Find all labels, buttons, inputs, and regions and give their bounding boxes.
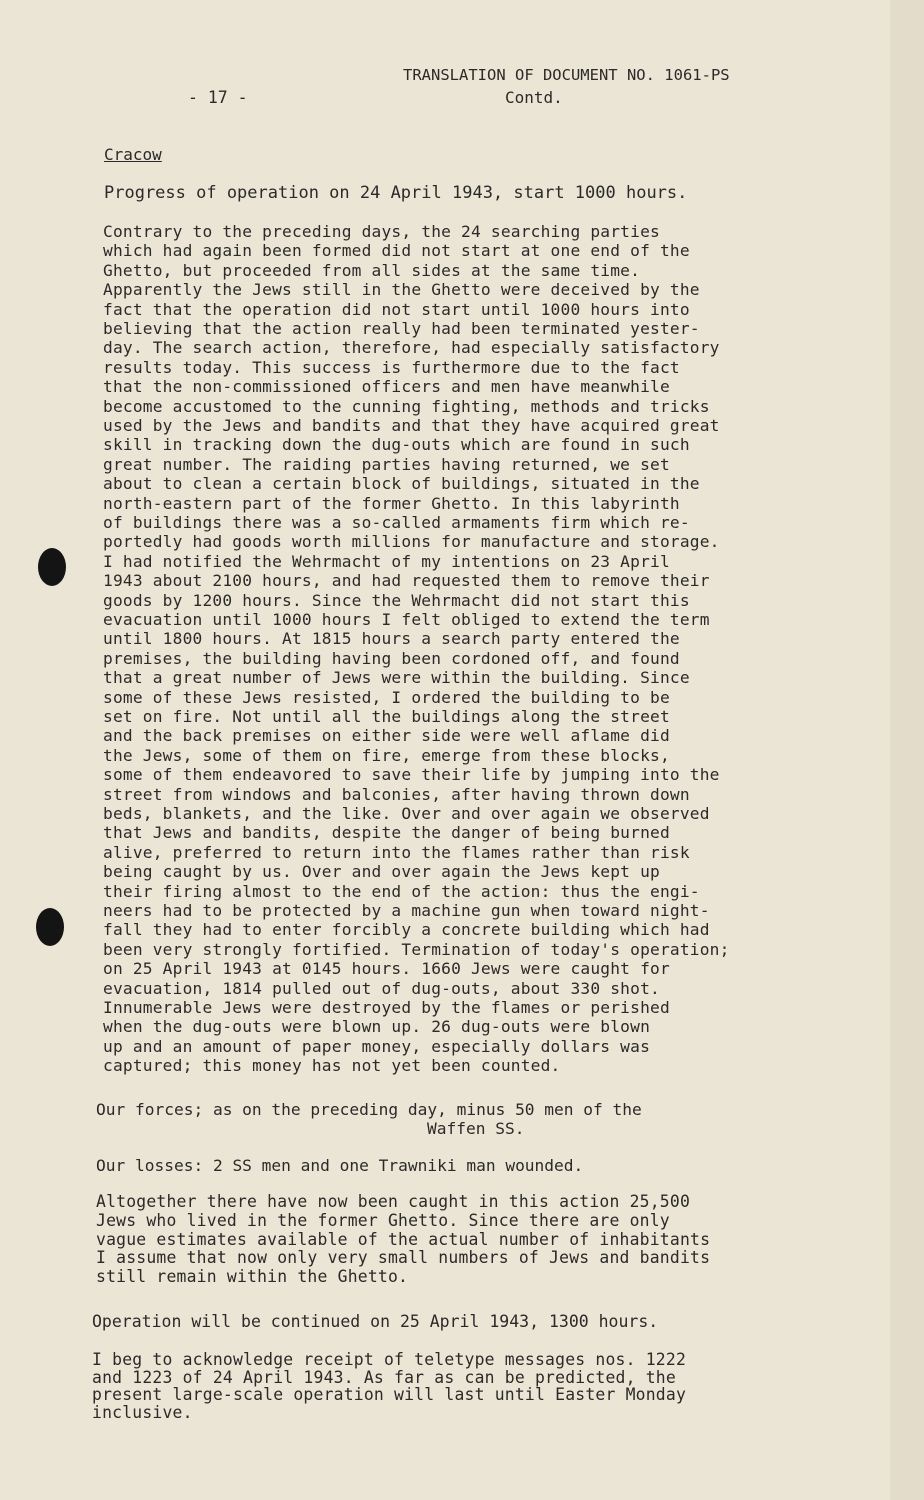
text-line: present large-scale operation will last until Easter Monday [92,1385,687,1405]
text-line: inclusive. [92,1402,193,1422]
location-heading: Cracow [104,145,162,164]
text-line: alive, preferred to return into the flames rather than risk [103,842,690,862]
text-line: beds, blankets, and the like. Over and over again we observed [103,804,710,823]
text-line: believing that the action really had been terminated yester- [103,319,700,338]
text-line: street from windows and balconies, after having thrown down [103,784,690,804]
text-line: evacuation until 1000 hours I felt obliged to extend the term [103,610,710,629]
text-line: Innumerable Jews were destroyed by the flames or perished [103,998,670,1017]
progress-heading: Progress of operation on 24 April 1943, start 1000 hours. [104,183,688,203]
text-line: day. The search action, therefore, had especially satisfactory [103,338,720,358]
text-line: evacuation, 1814 pulled out of dug-outs, about 330 shot. [103,978,660,998]
text-line: I had notified the Wehrmacht of my intentions on 23 April [103,551,670,571]
text-line: the Jews, some of them on fire, emerge from these blocks, [103,745,670,765]
forces-line-cont: Waffen SS. [427,1119,525,1138]
page-number: - 17 - [188,88,248,107]
text-line: I beg to acknowledge receipt of teletype messages nos. 1222 [92,1350,687,1369]
text-line: skill in tracking down the dug-outs which are found in such [103,435,690,455]
punch-hole [36,908,64,946]
punch-hole [38,548,66,586]
text-line: of buildings there was a so-called armaments firm which re- [103,513,690,532]
losses-line: Our losses: 2 SS men and one Trawniki man wounded. [96,1156,584,1175]
text-line: about to clean a certain block of buildings, situated in the [103,474,700,494]
text-line: results today. This success is furthermore due to the fact [103,357,680,377]
text-line: Apparently the Jews still in the Ghetto were deceived by the [103,280,700,300]
text-line: I assume that now only very small numbers of Jews and bandits [96,1248,711,1268]
text-line: been very strongly fortified. Termination of today's operation; [103,939,730,959]
text-line: when the dug-outs were blown up. 26 dug-outs were blown [103,1017,651,1037]
continuation-line: Operation will be continued on 25 April 1943, 1300 hours. [92,1312,659,1331]
document-title: TRANSLATION OF DOCUMENT NO. 1061-PS [403,66,730,84]
text-line: until 1800 hours. At 1815 hours a search party entered the [103,629,680,649]
text-line: some of these Jews resisted, I ordered the building to be [103,687,670,707]
text-line: premises, the building having been cordoned off, and found [103,648,680,668]
text-line: Contrary to the preceding days, the 24 searching parties [103,222,660,241]
text-line: and 1223 of 24 April 1943. As far as can be predicted, the [92,1367,676,1387]
text-line: that Jews and bandits, despite the danger of being burned [103,823,670,843]
text-line: captured; this money has not yet been counted. [103,1056,561,1076]
text-line: on 25 April 1943 at 0145 hours. 1660 Jews were caught for [103,959,670,979]
text-line: portedly had goods worth millions for manufacture and storage. [103,532,720,552]
text-line: north-eastern part of the former Ghetto. In this labyrinth [103,493,680,513]
text-line: great number. The raiding parties having returned, we set [103,454,670,474]
text-line: and the back premises on either side were well aflame did [103,726,670,746]
text-line: some of them endeavored to save their life by jumping into the [103,765,720,785]
text-line: that a great number of Jews were within the building. Since [103,668,690,688]
text-line: 1943 about 2100 hours, and had requested them to remove their [103,571,710,591]
text-line: neers had to be protected by a machine gun when toward night- [103,901,710,920]
text-line: which had again been formed did not start at one end of the [103,241,690,261]
text-line: being caught by us. Over and over again the Jews kept up [103,862,660,882]
page-edge [890,0,924,1500]
text-line: fall they had to enter forcibly a concrete building which had [103,920,710,940]
text-line: vague estimates available of the actual number of inhabitants [96,1229,711,1249]
contd-label: Contd. [505,88,563,107]
text-line: set on fire. Not until all the buildings along the street [103,707,670,726]
text-line: Ghetto, but proceeded from all sides at the same time. [103,260,641,280]
text-line: used by the Jews and bandits and that they have acquired great [103,416,720,435]
text-line: their firing almost to the end of the action: thus the engi- [103,881,700,901]
text-line: goods by 1200 hours. Since the Wehrmacht did not start this [103,590,690,610]
text-line: up and an amount of paper money, especially dollars was [103,1036,651,1056]
text-line: become accustomed to the cunning fighting, methods and tricks [103,396,710,416]
text-line: Jews who lived in the former Ghetto. Since there are only [96,1210,670,1230]
text-line: Altogether there have now been caught in this action 25,500 [96,1192,691,1211]
text-line: that the non-commissioned officers and men have meanwhile [103,377,670,397]
text-line: still remain within the Ghetto. [96,1267,409,1287]
forces-line: Our forces; as on the preceding day, minus 50 men of the [96,1100,642,1119]
text-line: fact that the operation did not start until 1000 hours into [103,299,690,319]
